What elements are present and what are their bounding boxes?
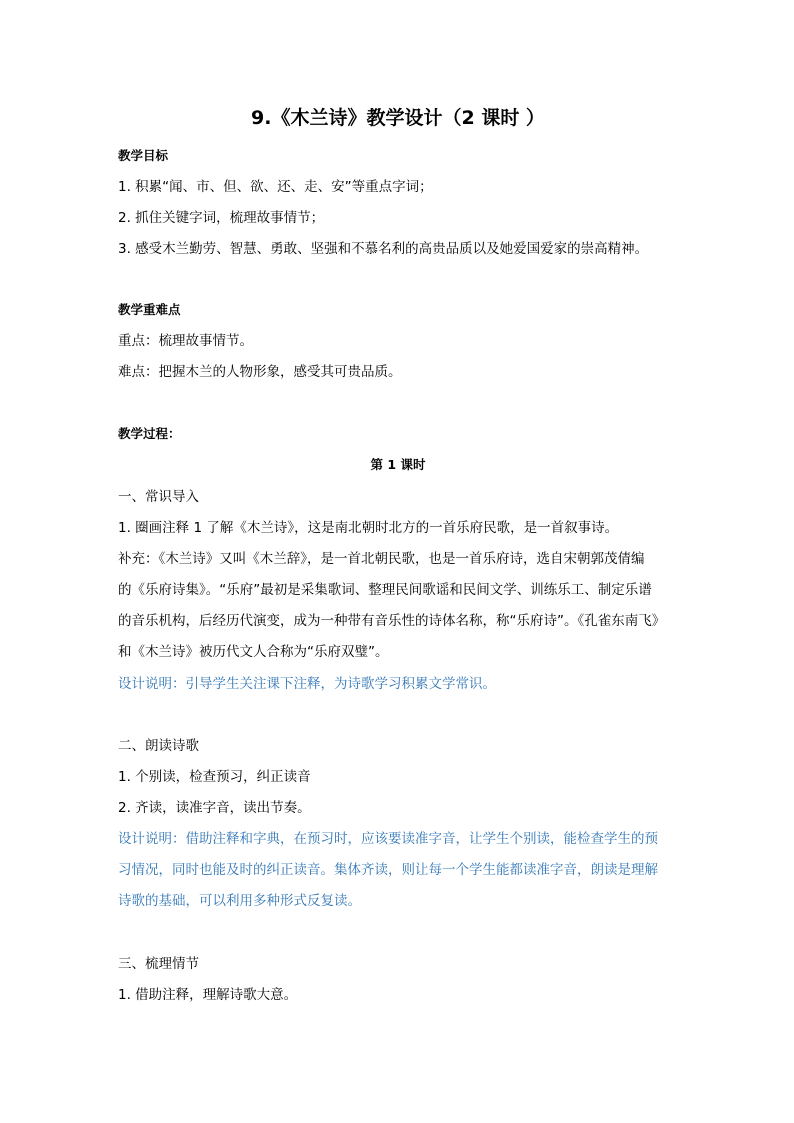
section-heading: 一、常识导入 [118,489,199,505]
objectives-heading: 教学目标 [118,148,169,163]
key-point-focus: 重点：梳理故事情节。 [118,333,253,349]
objective-item: 1. 积累“闻、市、但、欲、还、走、安”等重点字词； [118,179,433,195]
objective-item: 3. 感受木兰勤劳、智慧、勇敢、坚强和不慕名利的高贵品质以及她爱国爱家的崇高精神。 [118,241,649,257]
supplement-line: 和《木兰诗》被历代文人合称为“乐府双璧”。 [118,644,389,660]
section-heading: 三、梳理情节 [118,956,199,972]
section-item: 1. 圈画注释 1 了解《木兰诗》，这是南北朝时北方的一首乐府民歌，是一首叙事诗。 [118,520,619,536]
objective-item: 2. 抓住关键字词，梳理故事情节； [118,210,325,226]
section-item: 1. 个别读，检查预习，纠正读音 [118,769,311,785]
document-title: 9.《木兰诗》教学设计（2 课时 ） [251,107,545,129]
section-item: 1. 借助注释，理解诗歌大意。 [118,987,298,1003]
section-heading: 二、朗读诗歌 [118,738,199,754]
supplement-line: 的音乐机构，后经历代演变，成为一种带有音乐性的诗体名称，称“乐府诗”。《孔雀东南飞》 [118,613,666,629]
section-item: 2. 齐读，读准字音，读出节奏。 [118,800,311,816]
key-point-difficulty: 难点：把握木兰的人物形象，感受其可贵品质。 [118,364,402,380]
key-points-heading: 教学重难点 [118,302,181,317]
design-note: 设计说明：引导学生关注课下注释，为诗歌学习积累文学常识。 [118,676,496,692]
supplement-line: 补充：《木兰诗》又叫《木兰辞》，是一首北朝民歌，也是一首乐府诗，选自宋朝郭茂倩编 [118,551,645,567]
design-note-line: 习情况，同时也能及时的纠正读音。集体齐读，则让每一个学生能都读准字音，朗读是理解 [118,862,658,878]
supplement-line: 的《乐府诗集》。“乐府”最初是采集歌词、整理民间歌谣和民间文学、训练乐工、制定乐谱 [118,582,652,598]
design-note-line: 设计说明：借助注释和字典，在预习时，应该要读准字音，让学生个别读，能检查学生的预 [118,831,658,847]
lesson-label: 第 1 课时 [370,457,426,472]
design-note-line: 诗歌的基础，可以利用多种形式反复读。 [118,893,361,909]
process-heading: 教学过程： [118,426,181,441]
